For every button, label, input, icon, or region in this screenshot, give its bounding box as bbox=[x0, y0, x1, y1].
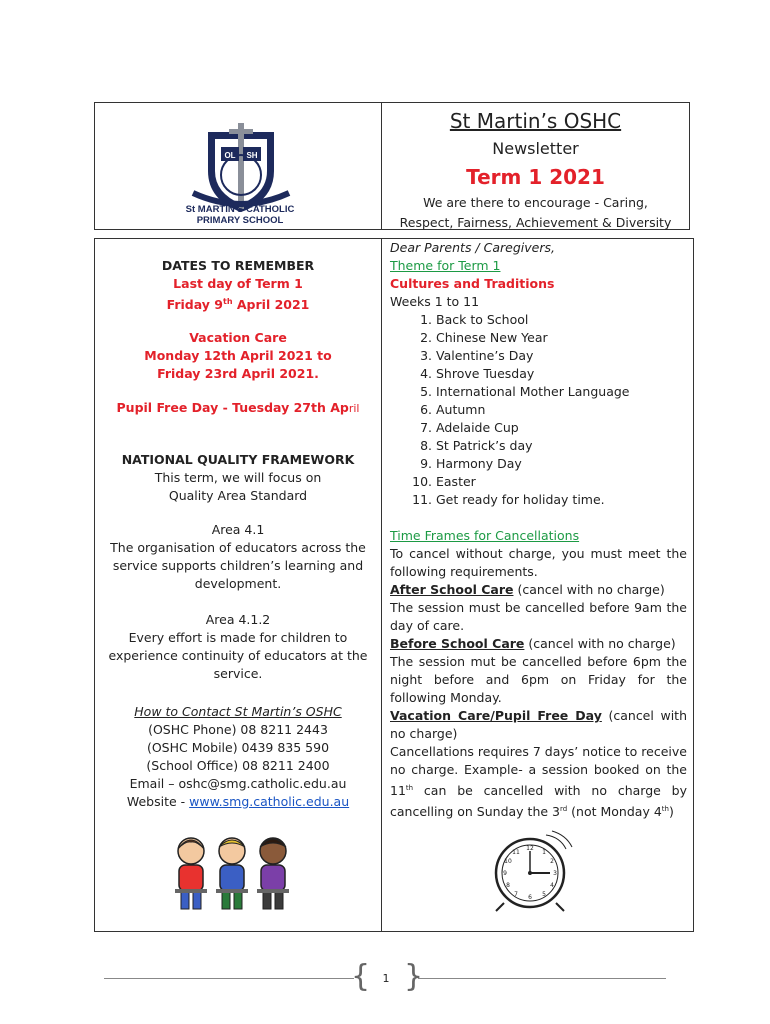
svg-text:10: 10 bbox=[504, 858, 512, 865]
school-name: St MARTIN'S CATHOLIC PRIMARY SCHOOL bbox=[185, 204, 295, 226]
theme-heading: Theme for Term 1 bbox=[390, 258, 501, 273]
pupil-free-day: Pupil Free Day - Tuesday 27th April bbox=[116, 400, 360, 415]
svg-text:9: 9 bbox=[503, 870, 507, 877]
newsletter-subtitle: Newsletter bbox=[492, 139, 579, 158]
page-number: 1 bbox=[382, 972, 390, 985]
header-logo-cell bbox=[95, 103, 382, 229]
svg-text:5: 5 bbox=[542, 891, 546, 898]
footer-brace-right: } bbox=[404, 959, 424, 994]
vacation-label: Vacation Care bbox=[189, 330, 287, 345]
left-column bbox=[95, 239, 382, 931]
contact-mobile: (OSHC Mobile) 0439 835 590 bbox=[146, 740, 330, 755]
footer-line-left bbox=[104, 978, 354, 979]
after-school-care-text: The session must be cancelled before 9am the day of care. bbox=[390, 600, 687, 633]
newsletter-title: St Martin’s OSHC bbox=[449, 109, 622, 133]
svg-text:SH: SH bbox=[246, 151, 258, 160]
right-column bbox=[382, 239, 693, 931]
list-item: 5. International Mother Language bbox=[436, 383, 687, 401]
area-4-1 bbox=[95, 521, 381, 593]
contact-email: Email – oshc@smg.catholic.edu.au bbox=[129, 776, 347, 791]
area-4-1-text: The organisation of educators across the service supports children’s learning and development. bbox=[110, 540, 366, 591]
motto: We are there to encourage - Caring, Respect, Fairness, Achievement & Diversity bbox=[399, 195, 672, 230]
svg-text:4: 4 bbox=[550, 882, 554, 889]
svg-text:3: 3 bbox=[553, 870, 557, 877]
list-item: 10. Easter bbox=[436, 473, 687, 491]
time-frames-section bbox=[390, 527, 687, 821]
weeks-list bbox=[390, 311, 687, 509]
vacation-line-1: Monday 12th April 2021 to bbox=[144, 348, 332, 363]
svg-text:7: 7 bbox=[514, 891, 518, 898]
footer-brace-left: { bbox=[351, 959, 371, 994]
svg-text:1: 1 bbox=[542, 849, 546, 856]
svg-text:2: 2 bbox=[550, 858, 554, 865]
list-item: 8. St Patrick’s day bbox=[436, 437, 687, 455]
before-school-care: Before School Care (cancel with no charge) bbox=[390, 636, 676, 651]
time-frames-heading: Time Frames for Cancellations bbox=[390, 528, 580, 543]
svg-text:8: 8 bbox=[506, 882, 510, 889]
contact-office: (School Office) 08 8211 2400 bbox=[146, 758, 330, 773]
nqf-line-2: Quality Area Standard bbox=[168, 488, 308, 503]
svg-text:OL: OL bbox=[224, 151, 236, 160]
time-frames-intro: To cancel without charge, you must meet the following requirements. bbox=[390, 546, 687, 579]
main-table bbox=[94, 238, 694, 932]
greeting-section bbox=[390, 239, 687, 509]
theme-title: Cultures and Traditions bbox=[390, 276, 555, 291]
term-label: Term 1 2021 bbox=[466, 165, 605, 189]
list-item: 7. Adelaide Cup bbox=[436, 419, 687, 437]
nqf-section bbox=[95, 451, 381, 505]
vacation-line-2: Friday 23rd April 2021. bbox=[157, 366, 319, 381]
area-4-1-2 bbox=[95, 611, 381, 683]
nqf-heading: NATIONAL QUALITY FRAMEWORK bbox=[121, 452, 355, 467]
list-item: 1. Back to School bbox=[436, 311, 687, 329]
contact-heading: How to Contact St Martin’s OSHC bbox=[134, 704, 342, 719]
list-item: 9. Harmony Day bbox=[436, 455, 687, 473]
clock-illustration bbox=[486, 829, 574, 913]
area-4-1-title: Area 4.1 bbox=[211, 522, 265, 537]
header-table bbox=[94, 102, 690, 230]
website-link[interactable]: www.smg.catholic.edu.au bbox=[189, 794, 350, 809]
weeks-label: Weeks 1 to 11 bbox=[390, 294, 480, 309]
svg-text:6: 6 bbox=[528, 894, 532, 901]
dates-heading: DATES TO REMEMBER bbox=[161, 258, 315, 273]
children-illustration bbox=[167, 829, 297, 919]
contact-phone: (OSHC Phone) 08 8211 2443 bbox=[148, 722, 328, 737]
footer-line-right bbox=[418, 978, 666, 979]
vacation-care-text: Cancellations requires 7 days’ notice to receive no charge. Example- a session booked on the 11th can be cancelled with no charge by cancelling on Sunday the 3rd (not Monday 4th) bbox=[390, 744, 687, 820]
header-title-cell bbox=[382, 103, 689, 229]
svg-text:12: 12 bbox=[526, 845, 534, 852]
last-day-label: Last day of Term 1 bbox=[173, 276, 303, 291]
before-school-care-text: The session mut be cancelled before 6pm the night before and 6pm on Friday for the following Monday. bbox=[390, 654, 687, 705]
dates-section bbox=[95, 257, 381, 314]
nqf-line-1: This term, we will focus on bbox=[154, 470, 322, 485]
greeting: Dear Parents / Caregivers, bbox=[390, 240, 555, 255]
contact-website: Website - www.smg.catholic.edu.au bbox=[126, 794, 350, 809]
list-item: 4. Shrove Tuesday bbox=[436, 365, 687, 383]
vacation-section bbox=[95, 329, 381, 383]
after-school-care: After School Care (cancel with no charge) bbox=[390, 582, 665, 597]
area-4-1-2-title: Area 4.1.2 bbox=[205, 612, 271, 627]
list-item: 3. Valentine’s Day bbox=[436, 347, 687, 365]
contact-section bbox=[95, 703, 381, 811]
list-item: 6. Autumn bbox=[436, 401, 687, 419]
list-item: 11. Get ready for holiday time. bbox=[436, 491, 687, 509]
vacation-care-cancel: Vacation Care/Pupil Free Day (cancel with no charge) bbox=[390, 708, 687, 741]
list-item: 2. Chinese New Year bbox=[436, 329, 687, 347]
area-4-1-2-text: Every effort is made for children to experience continuity of educators at the service. bbox=[108, 630, 368, 681]
svg-text:11: 11 bbox=[512, 849, 520, 856]
last-day-date: Friday 9th April 2021 bbox=[166, 297, 310, 313]
